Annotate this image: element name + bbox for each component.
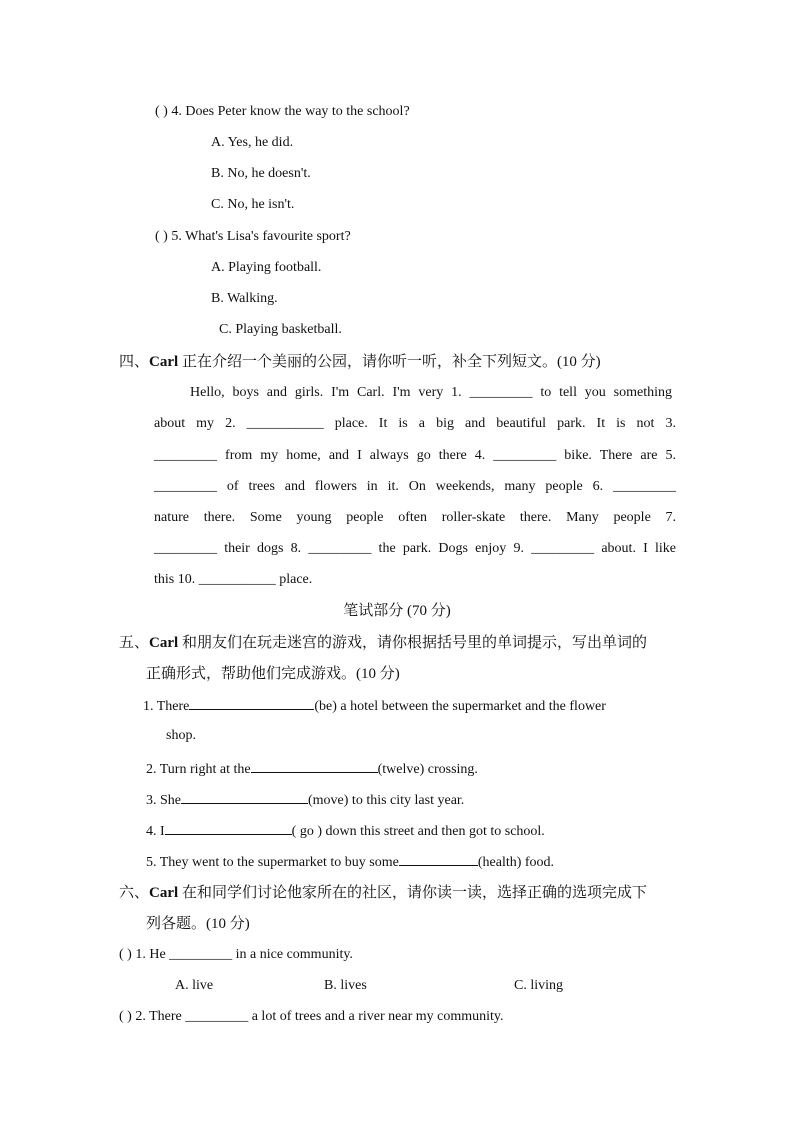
option-c: C. No, he isn't. [211, 197, 295, 212]
passage-line-6: _________ their dogs 8. _________ the park. Dogs enjoy 9. _________ about. I like [154, 541, 676, 556]
section-number: 六、 [119, 885, 150, 901]
section-instruction: 和朋友们在玩走迷宫的游戏，请你根据括号里的单词提示，写出单词的 [178, 635, 647, 651]
item-text: (move) to this city last year. [308, 793, 465, 808]
section-6-heading [119, 883, 647, 903]
answer-blank[interactable] [399, 851, 478, 866]
answer-blank[interactable] [181, 789, 308, 804]
section-instruction: 在和同学们讨论他家所在的社区，请你读一读，选择正确的选项完成下 [178, 885, 647, 901]
answer-blank[interactable] [189, 695, 314, 710]
section-instruction: 正在介绍一个美丽的公园，请你听一听，补全下列短文。(10 分) [178, 354, 601, 370]
item-text: (twelve) crossing. [377, 762, 478, 777]
answer-bracket[interactable]: ( ) [155, 104, 168, 119]
passage-line-4: _________ of trees and flowers in it. On weekends, many people 6. _________ [154, 479, 676, 494]
item-text: 3. She [146, 793, 181, 808]
item-5-5 [146, 851, 554, 873]
item-5-3 [146, 789, 464, 811]
question-6-1 [119, 945, 353, 965]
passage-line-5: nature there. Some young people often roller-skate there. Many people 7. [154, 510, 676, 525]
item-text: (be) a hotel between the supermarket and the flower [314, 699, 606, 714]
item-text: 5. They went to the supermarket to buy some [146, 855, 399, 870]
answer-bracket[interactable]: ( ) [119, 947, 132, 962]
item-5-2 [146, 758, 478, 780]
answer-bracket[interactable]: ( ) [155, 229, 168, 244]
section-number: 五、 [119, 635, 150, 651]
section-5-instruction-cont: 正确形式，帮助他们完成游戏。(10 分) [146, 666, 400, 682]
answer-bracket[interactable]: ( ) [119, 1009, 132, 1024]
question-text: 4. Does Peter know the way to the school? [171, 104, 410, 119]
question-4 [155, 102, 410, 122]
option-b: B. No, he doesn't. [211, 166, 311, 181]
passage-line-3: _________ from my home, and I always go there 4. _________ bike. There are 5. [154, 448, 676, 463]
item-text: 2. Turn right at the [146, 762, 251, 777]
question-6-2 [119, 1007, 504, 1027]
answer-blank[interactable] [251, 758, 378, 773]
option-c: C. living [514, 978, 564, 993]
item-5-4 [146, 820, 545, 842]
option-a: A. live [175, 978, 214, 993]
option-b: B. Walking. [211, 291, 278, 306]
section-6-instruction-cont: 列各题。(10 分) [146, 916, 250, 932]
answer-blank[interactable] [165, 820, 292, 835]
section-4-heading [119, 352, 601, 372]
item-text: (health) food. [477, 855, 555, 870]
option-b: B. lives [324, 978, 367, 993]
option-a: A. Playing football. [211, 260, 322, 275]
question-text: 1. He _________ in a nice community. [135, 947, 353, 962]
question-5 [155, 227, 351, 247]
passage-line-7: this 10. ___________ place. [154, 572, 313, 587]
option-c: C. Playing basketball. [219, 322, 342, 337]
question-text: 5. What's Lisa's favourite sport? [171, 229, 351, 244]
name-carl: Carl [149, 885, 179, 901]
item-5-1-cont: shop. [166, 728, 196, 743]
passage-line-1: Hello, boys and girls. I'm Carl. I'm very 1. _________ to tell you something [190, 385, 672, 400]
question-text: 2. There _________ a lot of trees and a river near my community. [135, 1009, 504, 1024]
item-text: ( go ) down this street and then got to school. [291, 824, 545, 839]
option-a: A. Yes, he did. [211, 135, 294, 150]
section-5-heading [119, 633, 647, 653]
written-part-title: 笔试部分 (70 分) [343, 603, 451, 619]
section-number: 四、 [119, 354, 150, 370]
item-text: 1. There [143, 699, 190, 714]
name-carl: Carl [149, 354, 179, 370]
item-5-1 [143, 695, 674, 717]
name-carl: Carl [149, 635, 179, 651]
passage-line-2: about my 2. ___________ place. It is a big and beautiful park. It is not 3. [154, 416, 676, 431]
item-text: 4. I [146, 824, 165, 839]
